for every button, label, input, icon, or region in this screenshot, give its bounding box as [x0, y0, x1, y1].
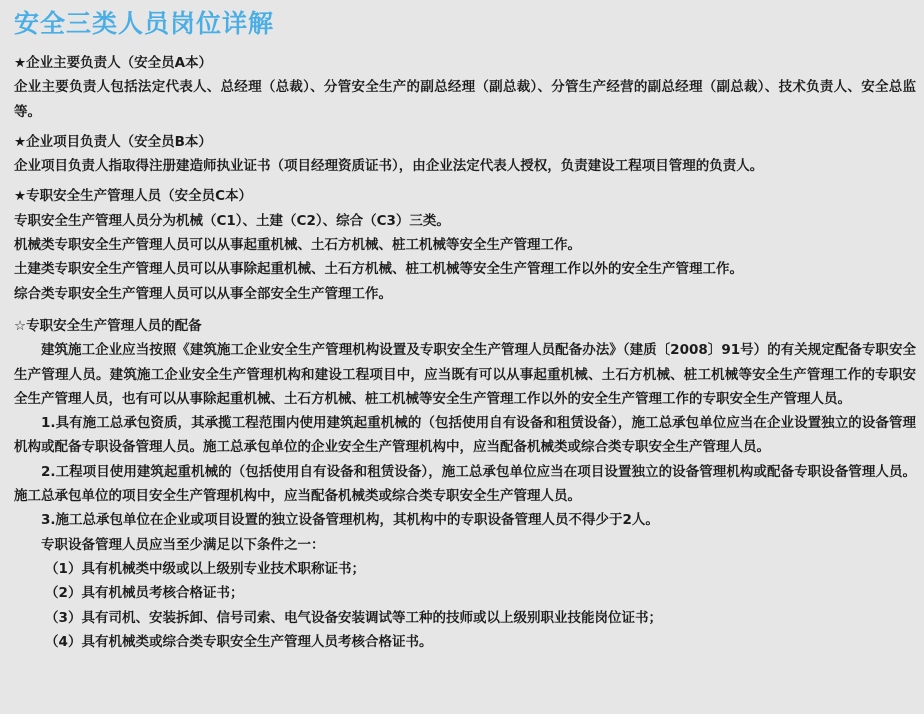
condition-item: （3）具有司机、安装拆卸、信号司索、电气设备安装调试等工种的技师或以上级别职业技能岗位证书； — [45, 609, 662, 626]
section-c-line: 专职安全生产管理人员分为机械（C1）、土建（C2）、综合（C3）三类。 — [14, 212, 450, 229]
section-c-heading: ★专职安全生产管理人员（安全员C本） — [14, 188, 253, 205]
section-c-line: 机械类专职安全生产管理人员可以从事起重机械、土石方机械、桩工机械等安全生产管理工作。 — [14, 237, 581, 254]
section-c — [14, 184, 916, 305]
section-b — [14, 130, 916, 179]
section-d-item-1: 1.具有施工总承包资质，其承揽工程范围内使用建筑起重机械的（包括使用自有设备和租赁设备），施工总承包单位应当在企业设置独立的设备管理机构或配备专职设备管理人员。施工总承包单位的企业安全生产管理机构中，应当配备机械类或综合类专职安全生产管理人员。 — [14, 415, 916, 456]
section-c-line: 综合类专职安全生产管理人员可以从事全部安全生产管理工作。 — [14, 285, 392, 302]
condition-item: （2）具有机械员考核合格证书； — [45, 585, 244, 602]
condition-item: （4）具有机械类或综合类专职安全生产管理人员考核合格证书。 — [45, 633, 433, 650]
condition-item: （1）具有机械类中级或以上级别专业技术职称证书； — [45, 560, 365, 577]
section-a-body: 企业主要负责人包括法定代表人、总经理（总裁）、分管安全生产的副总经理（副总裁）、分管生产经营的副总经理（副总裁）、技术负责人、安全总监等。 — [14, 79, 916, 120]
section-c-line: 土建类专职安全生产管理人员可以从事除起重机械、土石方机械、桩工机械等安全生产管理工作以外的安全生产管理工作。 — [14, 261, 743, 278]
conditions-intro: 专职设备管理人员应当至少满足以下条件之一： — [41, 536, 325, 553]
section-d-heading: ☆专职安全生产管理人员的配备 — [14, 317, 202, 334]
section-d-item-3: 3.施工总承包单位在企业或项目设置的独立设备管理机构，其机构中的专职设备管理人员不得少于2人。 — [41, 512, 659, 529]
section-a — [14, 51, 916, 124]
section-d-intro: 建筑施工企业应当按照《建筑施工企业安全生产管理机构设置及专职安全生产管理人员配备办法》（建质〔2008〕91号）的有关规定配备专职安全生产管理人员。建筑施工企业安全生产管理机构和建设工程项目中，应当既有可以从事起重机械、土石方机械、桩工机械等安全生产管理工作的专职安全生产管理人员，也有可以从事除起重机械、土石方机械、桩工机械等安全生产管理工作以外的安全生产管理工作的专职安全生产管理人员。 — [14, 342, 916, 407]
section-a-heading: ★企业主要负责人（安全员A本） — [14, 55, 213, 71]
section-b-body: 企业项目负责人指取得注册建造师执业证书（项目经理资质证书），由企业法定代表人授权，负责建设工程项目管理的负责人。 — [14, 158, 764, 175]
page-title: 安全三类人员岗位详解 — [14, 9, 275, 38]
section-d-item-2: 2.工程项目使用建筑起重机械的（包括使用自有设备和租赁设备），施工总承包单位应当在项目设置独立的设备管理机构或配备专职设备管理人员。施工总承包单位的项目安全生产管理机构中，应当配备机械类或综合类专职安全生产管理人员。 — [14, 463, 916, 505]
section-b-heading: ★企业项目负责人（安全员B本） — [14, 133, 212, 150]
section-d — [14, 314, 916, 654]
